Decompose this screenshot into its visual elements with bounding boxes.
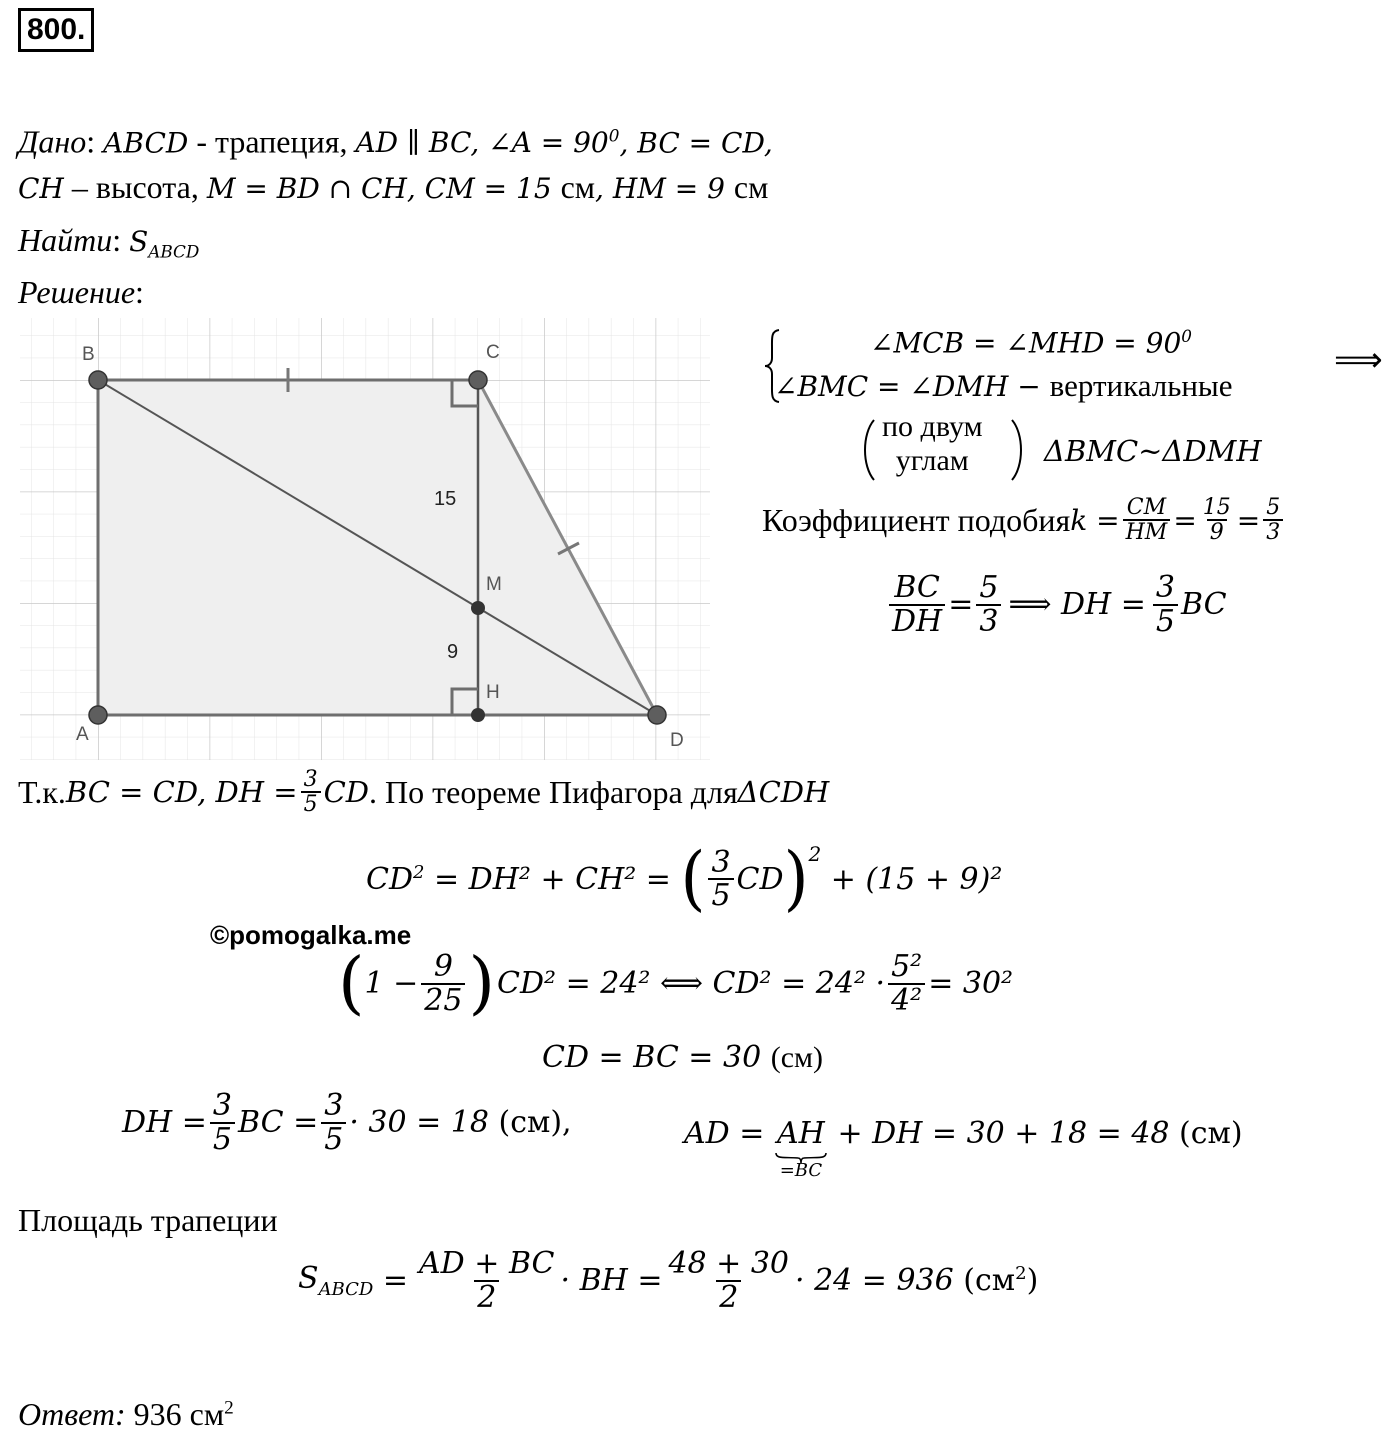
ad-ah: AH (777, 1116, 825, 1151)
cd-math: CD = BC = 30 (542, 1040, 771, 1075)
pyth-inner: CD (736, 861, 784, 897)
area-unit: $(см^2)$ (963, 1263, 1039, 1298)
label-length-hm: 9 (447, 641, 459, 663)
eq-sign-1: = (1173, 503, 1197, 537)
tk-prefix: Т.к. (18, 773, 66, 810)
solution-label: Решение: (18, 274, 144, 310)
given-height-name: CH (18, 172, 64, 205)
coef-frac-3: $\frac{5}{3}$ (1263, 496, 1283, 544)
ad-line (684, 1116, 1243, 1181)
given-unit-2: см (733, 169, 769, 205)
label-h: H (486, 682, 500, 703)
left-paren-icon (860, 418, 876, 482)
pythagoras-line (366, 838, 1003, 920)
given-height-word: – высота, (63, 169, 207, 205)
given-line-1: Дано: ABCD - трапеция, AD ∥ BC, ∠A = $90^0$, BC = CD, (18, 123, 773, 160)
ad-ah-label: =BC (779, 1160, 823, 1181)
given-figure: ABCD (103, 126, 189, 160)
dh-a: DH = (122, 1105, 207, 1140)
given-hm: , HM = 9 (595, 172, 734, 205)
tk-math-1: BC = CD, DH = (65, 775, 298, 810)
label-b: B (82, 344, 95, 365)
point-d (648, 706, 666, 724)
point-m (471, 601, 485, 615)
label-m: M (486, 574, 502, 595)
cd-unit: (см) (770, 1041, 823, 1074)
area-right: · 24 = 936 (795, 1263, 964, 1298)
point-c (469, 371, 487, 389)
given-intersection: M = BD ∩ CH, CM = 15 (206, 172, 561, 205)
ratio-mid: ⟹ DH = (1008, 587, 1146, 622)
pyth-close-paren: ) (783, 838, 809, 920)
system-eq-2: ∠BMC = ∠DMH − вертикальные (774, 368, 1233, 403)
given-unit-1: см (560, 169, 596, 205)
given-equal-sides: , BC = CD, (619, 126, 773, 160)
label-c: C (486, 342, 500, 363)
find-label: Найти (18, 222, 113, 258)
ad-unit: (см) (1179, 1116, 1243, 1151)
pyth-mid: = DH² + CH² = (424, 861, 681, 897)
ad-a: AD = (684, 1116, 774, 1151)
tk-math-2: CD (323, 775, 370, 810)
tk-text: . По теореме Пифагора для (369, 773, 738, 810)
answer-sup: 2 (224, 1397, 234, 1419)
given-parallel: AD ∥ BC, ∠A = $90^0$ (355, 126, 620, 160)
tk-math-3: ΔCDH (737, 775, 830, 810)
coef-frac-1: $\frac{CM}{HM}$ (1123, 496, 1171, 544)
area-label: Площадь трапеции (18, 1202, 278, 1238)
dh-line (122, 1090, 572, 1155)
tk-line (18, 768, 829, 816)
point-a (89, 706, 107, 724)
answer-line (18, 1396, 234, 1433)
area-frac-1: $\frac{AD + BC}{2}$ (419, 1246, 555, 1315)
area-s: $S_{ABCD}$ (298, 1261, 374, 1300)
coef-k: k = (1070, 503, 1120, 537)
pyth-left: $CD^2$ (366, 861, 425, 897)
ratio-eq: = (948, 587, 974, 622)
dh-frac-2: $\frac{3}{5}$ (321, 1090, 346, 1155)
ad-b: + DH = 30 + 18 = 48 (827, 1116, 1180, 1151)
dh-b: BC = (237, 1105, 319, 1140)
system-eq-1: ∠MCB = ∠MHD = $90^0$ (870, 326, 1192, 360)
equation-2 (338, 944, 1013, 1023)
tk-frac: $\frac{3}{5}$ (301, 768, 321, 816)
area-formula (298, 1248, 1038, 1313)
pyth-right: + (15 + 9)² (821, 861, 1003, 897)
eq2-close-paren: ) (468, 944, 496, 1023)
answer-value: 936 см (125, 1396, 225, 1432)
coef-frac-2: $\frac{15}{9}$ (1202, 495, 1231, 546)
ratio-line (886, 572, 1227, 637)
pyth-open-paren: ( (680, 838, 706, 920)
point-h (471, 708, 485, 722)
label-d: D (670, 730, 684, 751)
pyth-outer-sup: 2 (808, 842, 822, 866)
dh-c: · 30 = 18 (349, 1105, 499, 1140)
system-implies: ⟹ (1334, 342, 1383, 379)
given-label: Дано (18, 123, 87, 160)
ad-underbrace (774, 1116, 828, 1181)
problem-number: 800. (18, 8, 94, 52)
cd-line (542, 1040, 823, 1075)
ratio-tail: BC (1180, 587, 1227, 622)
label-length-cm: 15 (434, 488, 457, 510)
dh-frac-1: $\frac{3}{5}$ (210, 1090, 235, 1155)
eq2-frac-2: $\frac{\text{5²}}{\text{4²}}$ (888, 951, 925, 1016)
given-figure-type: - трапеция, (188, 123, 356, 160)
area-mid: · BH = (560, 1263, 663, 1298)
trapezoid-diagram (20, 318, 710, 760)
ratio-frac-2: $\frac{5}{3}$ (976, 572, 1001, 637)
find-line: Найти: $S_{ABCD}$ (18, 222, 200, 262)
point-b (89, 371, 107, 389)
ratio-frac-1: $\frac{BC}{DH}$ (889, 572, 945, 637)
area-frac-2: $\frac{48 + 30}{2}$ (668, 1246, 790, 1315)
dh-unit: (см), (498, 1105, 572, 1140)
right-paren-icon (1010, 418, 1026, 482)
given-line-2 (18, 167, 768, 209)
eq-sign-2: = (1236, 503, 1261, 537)
eq2-one: 1 − (364, 966, 419, 1001)
watermark: ©pomogalka.me (210, 920, 412, 950)
eq2-open-paren: ( (338, 944, 365, 1023)
reason-text: по двум углам (882, 410, 983, 477)
find-target: $S_{ABCD}$ (129, 225, 200, 262)
label-a: A (76, 724, 89, 745)
coef-label: Коэффициент подобия (762, 501, 1071, 538)
ratio-frac-3: $\frac{3}{5}$ (1153, 572, 1178, 637)
eq2-mid: CD² = 24² ⟺ CD² = 24² · (497, 966, 886, 1001)
coef-line (762, 496, 1286, 544)
similar-triangles: ΔBMC~ΔDMH (1044, 434, 1262, 468)
area-eq: = (373, 1263, 409, 1298)
eq2-frac-1: $\frac{9}{25}$ (421, 951, 465, 1016)
eq2-right: = 30² (928, 966, 1014, 1001)
pyth-frac: $\frac{3}{5}$ (708, 847, 733, 912)
answer-label: Ответ: (18, 1396, 126, 1432)
